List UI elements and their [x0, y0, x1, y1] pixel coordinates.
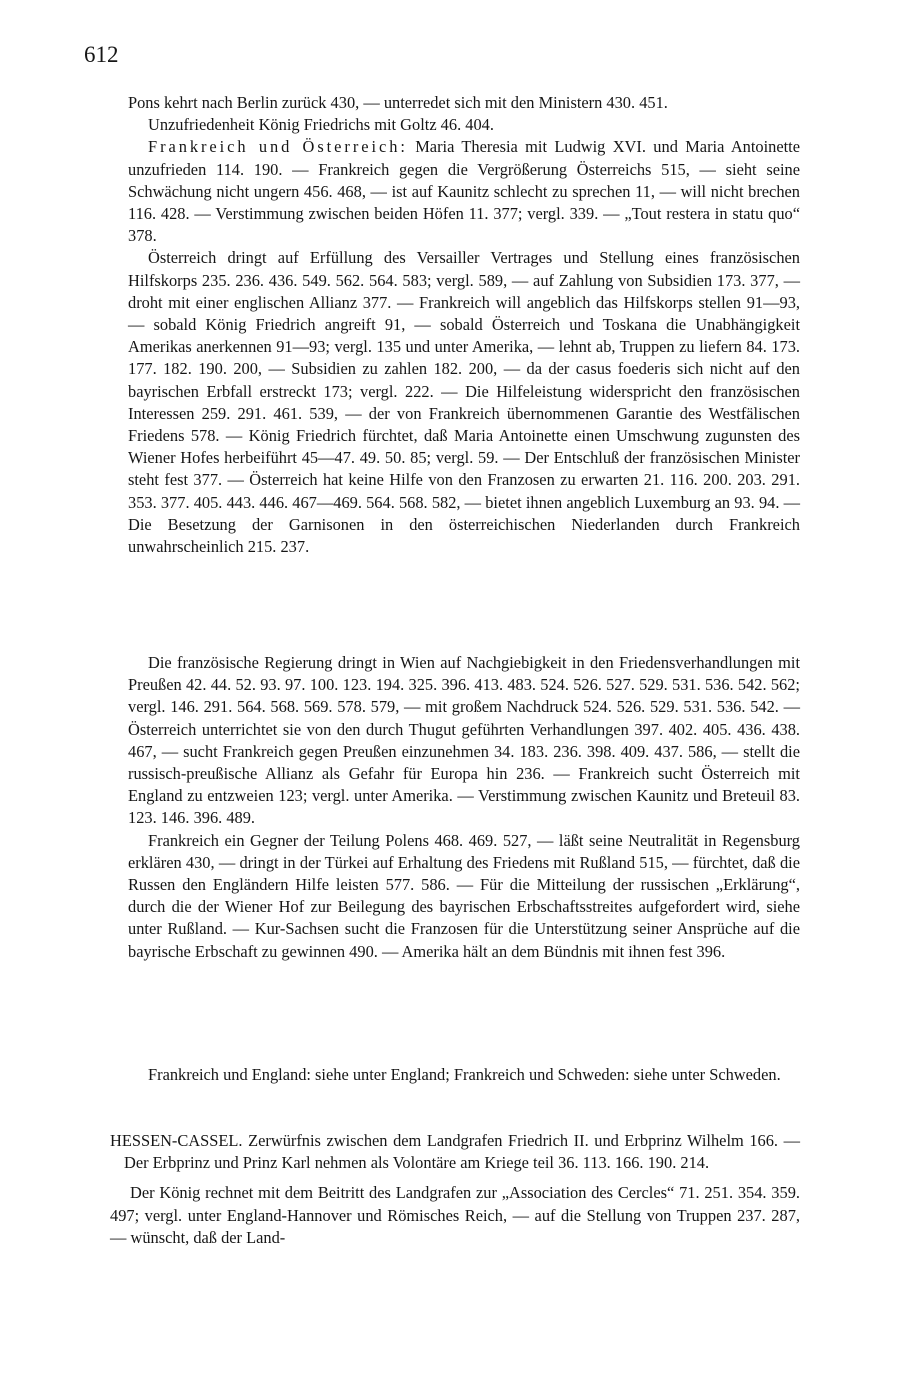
entry-text: Maria Theresia mit Ludwig XVI. und Maria Antoinette unzufrieden 114. 190. — Frankreich gegen die Vergrößerung Österreichs 515, — sieht seine Schwächung nicht ungern 456. 468, — ist auf Kaunitz schlecht zu sprechen 11, — will nicht brechen 116. 428. — Verstimmung zwischen beiden Höfen 11. 377; vergl. 339. — „Tout restera in statu quo“ 378. [128, 137, 801, 246]
section-heading: HESSEN-CASSEL. [110, 1131, 243, 1150]
text-block-3 [128, 1064, 800, 1086]
index-entry-frankreich-oesterreich [128, 136, 800, 247]
text-block-4 [110, 1130, 800, 1249]
index-entry-frankreich-england: Frankreich und England: siehe unter England; Frankreich und Schweden: siehe unter Schweden. [148, 1065, 781, 1084]
index-entry-pons: Pons kehrt nach Berlin zurück 430, — unterredet sich mit den Ministern 430. 451. [128, 93, 668, 112]
page-number: 612 [84, 42, 119, 67]
text-block-2 [128, 652, 800, 963]
index-entry-hessen-cassel [110, 1130, 800, 1174]
index-entry-franzoesische-regierung: Die französische Regierung dringt in Wien auf Nachgiebigkeit in den Friedensverhandlungen mit Preußen 42. 44. 52. 93. 97. 100. 123. 194. 325. 396. 413. 483. 524. 526. 527. 529. 531. 536. 542. 562; vergl. 146. 291. 564. 568. 569. 578. 579, — mit großem Nachdruck 524. 526. 529. 531. 536. 542. — Österreich unterrichtet sie von den durch Thugut geführten Verhandlungen 397. 402. 405. 436. 438. 467, — sucht Frankreich gegen Preußen einzunehmen 34. 183. 236. 398. 409. 437. 586, — stellt die russisch-preußische Allianz als Gefahr für Europa hin 236. — Frankreich sucht Österreich mit England zu entzweien 123; vergl. unter Amerika. — Verstimmung zwischen Kaunitz und Breteuil 83. 123. 146. 396. 489. [128, 653, 800, 828]
entry-text: Zerwürfnis zwischen dem Landgrafen Friedrich II. und Erbprinz Wilhelm 166. — Der Erbprinz und Prinz Karl nehmen als Volontäre am Kriege teil 36. 113. 166. 190. 214. [124, 1131, 800, 1173]
index-entry-landgraf-association: Der König rechnet mit dem Beitritt des Landgrafen zur „Association des Cercles“ 71. 251. 354. 359. 497; vergl. unter England-Hannover und Römisches Reich, — auf die Stellung von Truppen 237. 287, — wünscht, daß der Land- [110, 1183, 800, 1247]
index-entry-teilung-polens: Frankreich ein Gegner der Teilung Polens 468. 469. 527, — läßt seine Neutralität in Regensburg erklären 430, — dringt in der Türkei auf Erhaltung des Friedens mit Rußland 515, — fürchtet, daß die Russen den Engländern Hilfe leisten 577. 586. — Für die Mitteilung der russischen „Erklärung“, durch die der Wiener Hof zur Beilegung des bayrischen Erbschaftsstreites aufgefordert wird, siehe unter Rußland. — Kur-Sachsen sucht die Franzosen für die Unterstützung seiner Ansprüche auf die bayrische Erbschaft zu gewinnen 490. — Amerika hält an dem Bündnis mit ihnen fest 396. [128, 830, 800, 961]
index-entry-goltz: Unzufriedenheit König Friedrichs mit Goltz 46. 404. [148, 115, 494, 135]
text-block-1 [128, 92, 800, 558]
index-entry-oesterreich-dringt: Österreich dringt auf Erfüllung des Versailler Vertrages und Stellung eines französischen Hilfskorps 235. 236. 436. 549. 562. 564. 583; vergl. 589, — auf Zahlung von Subsidien 173. 377, — droht mit einer englischen Allianz 377. — Frankreich will angeblich das Hilfskorps stellen 91—93, — sobald König Friedrich angreift 91, — sobald Österreich und Toskana die Unabhängigkeit Amerikas anerkennen 91—93; vergl. 135 und unter Amerika, — lehnt ab, Truppen zu liefern 84. 173. 177. 182. 190. 200, — Subsidien zu zahlen 182. 200, — da der casus foederis sich nicht auf den bayrischen Erbfall erstreckt 173; vergl. 222. — Die Hilfeleistung widerspricht den französischen Interessen 259. 291. 461. 539, — der von Frankreich übernommenen Garantie des Westfälischen Friedens 578. — König Friedrich fürchtet, daß Maria Antoinette einen Umschwung zugunsten des Wiener Hofes herbeiführt 45—47. 49. 50. 85; vergl. 59. — Der Entschluß der französischen Minister steht fest 377. — Österreich hat keine Hilfe von den Franzosen zu erwarten 21. 116. 200. 203. 291. 353. 377. 405. 443. 446. 467—469. 564. 568. 582, — bietet ihnen angeblich Luxemburg an 93. 94. — Die Besetzung der Garnisonen in den österreichischen Niederlanden durch Frankreich unwahrscheinlich 215. 237. [128, 248, 800, 557]
section-heading: Frankreich und Österreich: [148, 137, 408, 157]
